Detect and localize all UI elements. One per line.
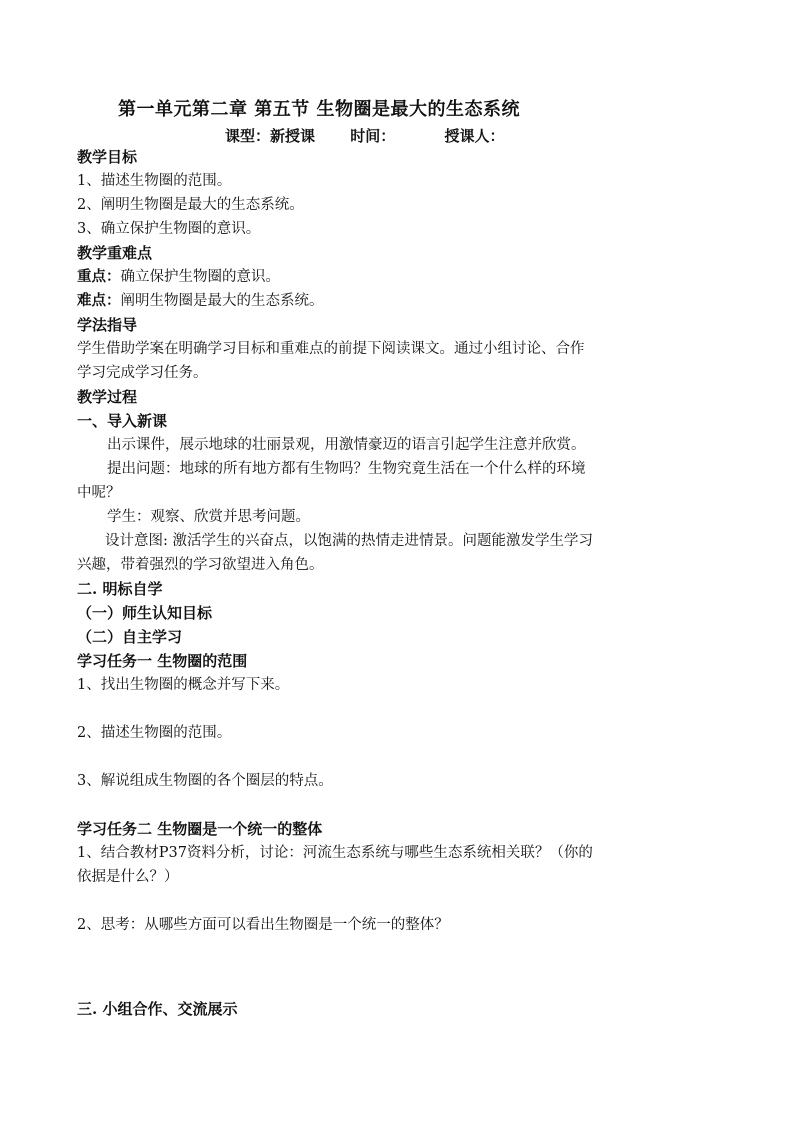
objectives-heading: 教学目标	[77, 148, 138, 166]
part1-heading: 一、导入新课	[77, 412, 168, 430]
lesson-meta	[225, 125, 505, 146]
key-points-heading: 教学重难点	[77, 244, 153, 262]
task-question: 2、描述生物圈的范围。	[77, 725, 232, 741]
paragraph: 出示课件，展示地球的壮丽景观，用激情豪迈的语言引起学生注意并欣赏。	[107, 437, 586, 453]
process-heading: 教学过程	[77, 388, 138, 406]
paragraph: 设计意图: 激活学生的兴奋点，以饱满的热情走进情景。问题能激发学生学习	[105, 533, 593, 549]
subsection-heading: （一）师生认知目标	[77, 604, 213, 622]
objective-item: 1、描述生物圈的范围。	[77, 173, 232, 189]
subsection-heading: （二）自主学习	[77, 628, 183, 646]
document-body	[77, 145, 677, 1021]
task-question: 1、结合教材P37资料分析，讨论：河流生态系统与哪些生态系统相关联？（你的	[77, 845, 593, 861]
teacher-label: 授课人：	[444, 127, 505, 145]
task-question: 依据是什么？）	[77, 869, 179, 885]
paragraph: 提出问题：地球的所有地方都有生物吗？生物究竟生活在一个什么样的环境	[107, 461, 586, 477]
task2-heading: 学习任务二 生物圈是一个统一的整体	[77, 820, 323, 838]
time-label: 时间：	[350, 127, 396, 145]
part2-heading: 二. 明标自学	[77, 580, 163, 598]
focus-line	[77, 265, 677, 289]
paragraph: 中呢？	[77, 485, 121, 501]
part3-heading: 三. 小组合作、交流展示	[77, 1000, 238, 1018]
method-text: 学习完成学习任务。	[77, 365, 208, 381]
difficulty-label: 难点：	[77, 292, 121, 309]
difficulty-line	[77, 289, 677, 313]
task-question: 2、思考：从哪些方面可以看出生物圈是一个统一的整体？	[77, 917, 449, 933]
difficulty-text: 阐明生物圈是最大的生态系统。	[120, 293, 324, 309]
lesson-type: 课型：新授课	[225, 127, 316, 145]
page-title: 第一单元第二章 第五节 生物圈是最大的生态系统	[118, 99, 521, 120]
objective-item: 2、阐明生物圈是最大的生态系统。	[77, 197, 304, 213]
task1-heading: 学习任务一 生物圈的范围	[77, 652, 248, 670]
task-question: 1、找出生物圈的概念并写下来。	[77, 677, 290, 693]
task-question: 3、解说组成生物圈的各个圈层的特点。	[77, 773, 333, 789]
paragraph: 兴趣，带着强烈的学习欲望进入角色。	[77, 557, 324, 573]
objective-item: 3、确立保护生物圈的意识。	[77, 221, 261, 237]
method-text: 学生借助学案在明确学习目标和重难点的前提下阅读课文。通过小组讨论、合作	[77, 341, 585, 357]
focus-text: 确立保护生物圈的意识。	[120, 269, 280, 285]
method-heading: 学法指导	[77, 316, 138, 334]
paragraph: 学生：观察、欣赏并思考问题。	[107, 509, 310, 525]
focus-label: 重点：	[77, 268, 121, 285]
